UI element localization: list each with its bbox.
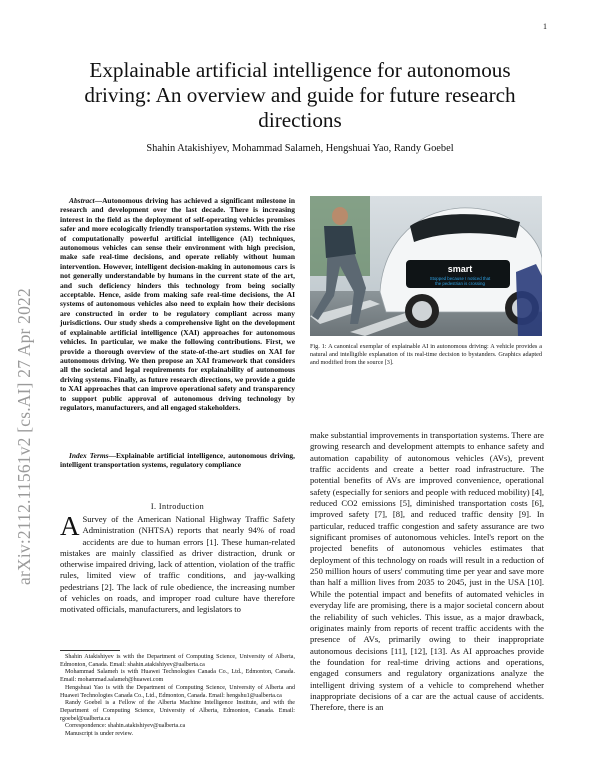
index-terms-label: Index Terms: [69, 451, 109, 460]
index-terms-text: —Explainable artificial intelligence, autonomous driving, intelligent transportation systems, regulatory compliance: [60, 451, 295, 470]
author-list: Shahin Atakishiyev, Mohammad Salameh, Hengshuai Yao, Randy Goebel: [146, 143, 454, 154]
abstract-label: Abstract: [69, 196, 95, 205]
paper-title: Explainable artificial intelligence for autonomous driving: An overview and guide for future research directions: [84, 58, 516, 132]
index-terms: [60, 451, 295, 470]
footnote: Shahin Atakishiyev is with the Department of Computing Science, University of Alberta, Edmonton, Canada. Email: shahin.atakishiyev@ualberta.ca: [60, 654, 295, 668]
introduction-text: [60, 511, 295, 616]
abstract: [60, 196, 295, 412]
footnotes: [60, 654, 295, 739]
display-text-line1: Stopped because I noticed that: [429, 276, 491, 281]
page-number: 1: [543, 22, 547, 31]
display-text-line2: the pedestrian is crossing: [435, 281, 485, 286]
right-column-text: make substantial improvements in transportation systems. There are growing research and development attempts to enhance safety and automation capability of autonomous vehicles (AVs), prevent traffic accidents and create a better road infrastructure. The potential benefits of AVs are improved convenience, operational safety (especially for seniors and people with reduced mobility) [4], reduced CO2 emissions [5], diminished transportation costs [6], improved safety [7], [8], and reduced traffic density [9]. In particular, reduced traffic congestion and safety assurance are two significant promises of autonomous vehicles. Intel's report on the projected benefits of autonomous vehicles estimates that deployment of this technology on roads will result in a reduction of 250 million hours of users' commuting time per year and save more than half a million lives from 2035 to 2045, just in the USA [10]. While the potential impact and benefits of automated vehicles in everyday life are promising, there is a major societal concern about the reliability of such vehicles. This issue, as a major drawback, originates mainly from reports of recent traffic accidents with the presence of AVs, primarily owing to their inappropriate autonomous decisions [11], [12], [13]. As AI approaches provide the foundation for real-time driving actions and operations, engaged consumers and regulatory organizations analyze the intelligent driving system of a vehicle to comprehend whether inappropriate decisions of a car are the actual cause of accidents. Therefore, there is an: [310, 430, 544, 713]
footnote-rule: [60, 650, 120, 651]
footnote: Mohammad Salameh is with Huawei Technologies Canada Co., Ltd., Edmonton, Canada. Email: mohammad.salameh@huawei.com: [60, 669, 295, 684]
car-brand-logo: smart: [447, 264, 473, 274]
abstract-text: —Autonomous driving has achieved a significant milestone in research and development over the last decade. There is increasing interest in the field as the deployment of self-operating vehicles promises safer and more ecologically friendly transportation systems. With the rise of computationally powerful artificial intelligence (AI) techniques, autonomous vehicles can sense their environment with high precision, make safe real-time decisions, and operate reliably without human intervention. However, intelligent decision-making in autonomous cars is not generally understandable by humans in the current state of the art, and such deficiency hinders this technology from being socially acceptable. Hence, aside from making safe real-time decisions, the AI systems of autonomous vehicles also need to explain how their decisions are constructed in order to be regulatory compliant across many jurisdictions. Our study sheds a comprehensive light on the development of explainable artificial intelligence (XAI) approaches for autonomous vehicles. In particular, we make the following contributions. First, we provide a thorough overview of the state-of-the-art studies on XAI for autonomous driving. We then propose an XAI framework that considers all the societal and legal requirements for explainability of autonomous driving systems. Finally, as future research directions, we provide a guide to XAI approaches that can improve operational safety and transparency to support public approval of autonomous driving technology by regulators, manufacturers, and all engaged stakeholders.: [60, 196, 295, 412]
figure-autonomous-car: [310, 196, 542, 336]
section-heading: I. Introduction: [150, 502, 205, 511]
arxiv-identifier: arXiv:2112.11561v2 [cs.AI] 27 Apr 2022: [14, 288, 34, 585]
introduction-body: Survey of the American National Highway Traffic Safety Administration (NHTSA) reports that nearly 94% of road accidents are due to human errors [1]. These human-related mistakes are mainly classified as driver distraction, drunk or otherwise impaired driving, lack of attention, violation of the traffic rules, limited view of traffic conditions, and jay-walking pedestrians [2]. The lack of rule obedience, the increasing number of vehicles on roads, and improper road culture have therefore motivated officials, manufacturers, and legislators to: [60, 514, 295, 615]
footnote: Correspondence: shahin.atakishiyev@ualberta.ca: [65, 723, 186, 730]
figure-caption: Fig. 1: A canonical exemplar of explainable AI in autonomous driving: A vehicle provides a natural and intelligible explanation of its real-time decision to bystanders. Graphics adapted and modified from the source [3].: [310, 343, 542, 366]
dropcap: A: [60, 511, 80, 541]
car-illustration: [310, 196, 542, 336]
footnote: Hengshuai Yao is with the Department of Computing Science, University of Alberta and Huawei Technologies Canada Co., Ltd., Edmonton, Canada. Email: hengshu1@ualberta.ca: [60, 684, 295, 699]
footnote: Randy Goebel is a Fellow of the Alberta Machine Intelligence Institute, and with the Department of Computing Science, University of Alberta, Edmonton, Canada. Email: rgoebel@ualberta.ca: [60, 700, 295, 722]
footnote: Manuscript is under review.: [65, 731, 133, 738]
